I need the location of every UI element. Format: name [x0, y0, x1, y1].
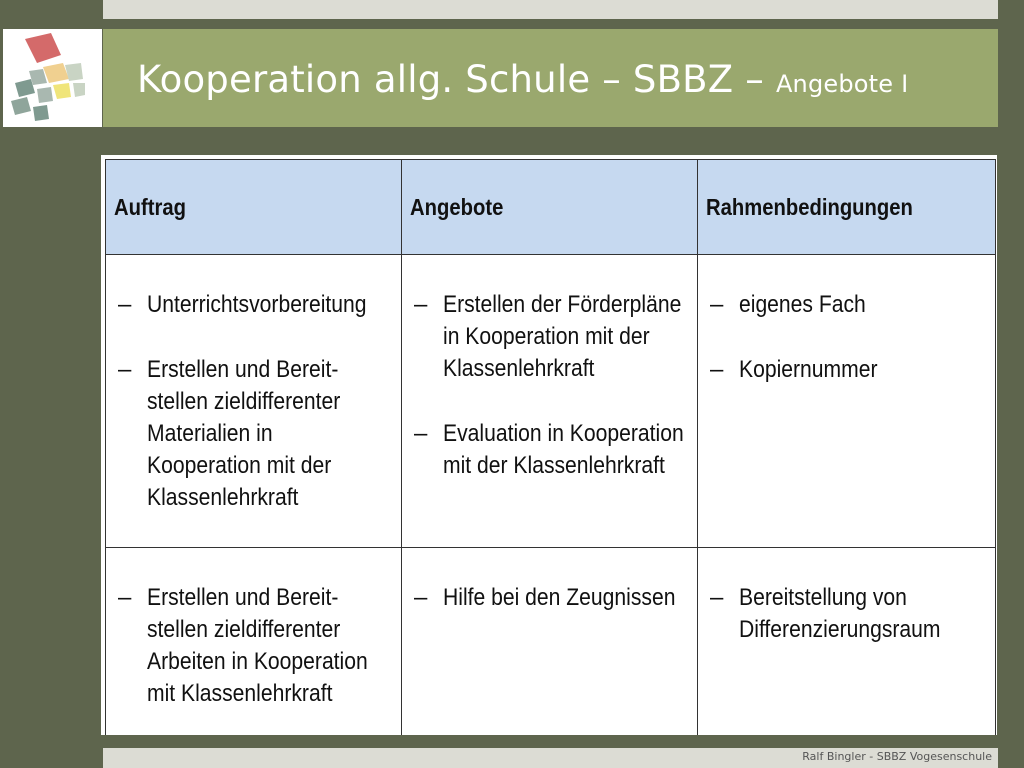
bullet-dash: – — [710, 291, 724, 318]
list-item-text: Hilfe bei den Zeugnissen — [443, 584, 676, 611]
slide-title-main: Kooperation allg. Schule – SBBZ – — [137, 58, 776, 101]
logo-mosaic-icon — [3, 29, 102, 127]
table-row — [106, 548, 996, 736]
bullet-dash: – — [118, 291, 132, 318]
cell-auftrag — [106, 548, 402, 736]
bullet-dash: – — [414, 291, 428, 318]
bullet-dash: – — [414, 420, 428, 447]
list-item — [706, 582, 987, 646]
logo — [3, 29, 102, 127]
list-item-text: Erstellen und Bereit- stellen zieldifferenter Materialien in Kooperation mit der Klassenlehrkraft — [147, 356, 341, 511]
cell-angebote — [402, 548, 698, 736]
footer-credit: Ralf Bingler - SBBZ Vogesenschule — [802, 750, 992, 763]
top-strip — [103, 0, 998, 19]
list-item — [706, 289, 987, 321]
bullet-dash: – — [414, 584, 428, 611]
list-item — [114, 354, 393, 514]
list-item-text: Erstellen der Förderpläne in Kooperation mit der Klassenlehrkraft — [443, 291, 682, 382]
cell-rahmenbedingungen — [698, 548, 996, 736]
list-item-text: Unterrichtsvorbereitung — [147, 291, 367, 318]
bullet-list — [114, 289, 393, 514]
slide-title — [137, 55, 908, 105]
table-header-row — [106, 160, 996, 255]
bullet-list — [706, 289, 987, 386]
list-item — [410, 582, 689, 614]
list-item-text: Evaluation in Kooperation mit der Klassenlehrkraft — [443, 420, 684, 479]
cell-auftrag — [106, 255, 402, 548]
bullet-dash: – — [710, 356, 724, 383]
bullet-list — [410, 582, 689, 614]
bullet-list — [706, 582, 987, 646]
list-item-text: Kopiernummer — [739, 356, 878, 383]
bullet-list — [410, 289, 689, 482]
list-item — [114, 289, 393, 321]
header-rahmenbedingungen: Rahmenbedingungen — [698, 160, 996, 255]
bullet-dash: – — [118, 356, 132, 383]
list-item — [114, 582, 393, 710]
cell-rahmenbedingungen — [698, 255, 996, 548]
list-item-text: Erstellen und Bereit- stellen zieldifferenter Arbeiten in Kooperation mit Klassenlehrkraft — [147, 584, 368, 707]
offer-table-container — [101, 155, 997, 735]
slide-title-sub: Angebote I — [775, 70, 909, 98]
bullet-dash: – — [710, 584, 724, 611]
header-auftrag: Auftrag — [106, 160, 402, 255]
list-item — [410, 289, 689, 385]
offer-table — [105, 159, 996, 735]
list-item-text: eigenes Fach — [739, 291, 866, 318]
cell-angebote — [402, 255, 698, 548]
list-item-text: Bereitstellung von Differenzierungsraum — [739, 584, 941, 643]
bullet-list — [114, 582, 393, 710]
list-item — [410, 418, 689, 482]
table-row — [106, 255, 996, 548]
bullet-dash: – — [118, 584, 132, 611]
list-item — [706, 354, 987, 386]
header-angebote: Angebote — [402, 160, 698, 255]
